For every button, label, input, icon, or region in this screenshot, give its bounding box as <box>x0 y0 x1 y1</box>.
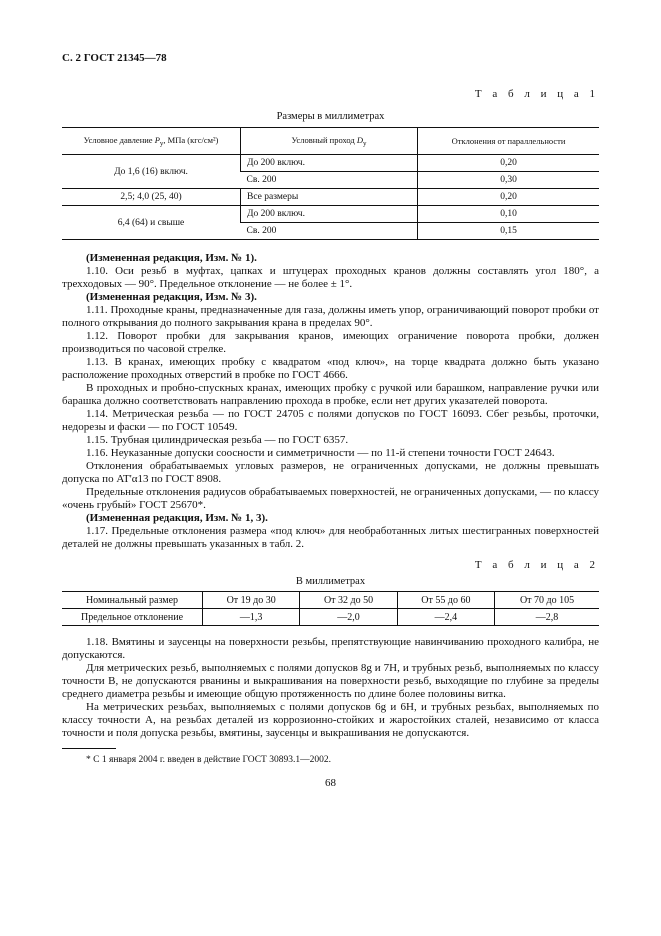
paragraph: Предельные отклонения радиусов обрабатываемых поверхностей, не ограниченных допусками, — по классу «очень грубый» ГОСТ 25670*. <box>62 486 599 511</box>
table-row: Св. 200 0,15 <box>62 223 599 240</box>
table-row: 2,5; 4,0 (25, 40) Все размеры 0,20 <box>62 189 599 206</box>
table1-header-deviation: Отклонения от параллельности <box>418 128 600 155</box>
paragraph: 1.15. Трубная цилиндрическая резьба — по ГОСТ 6357. <box>86 434 349 446</box>
document-page <box>62 52 599 789</box>
table1 <box>62 127 599 240</box>
table-row: 6,4 (64) и свыше До 200 включ. 0,10 <box>62 206 599 223</box>
paragraph: 1.11. Проходные краны, предназначенные для газа, должны иметь упор, ограничивающий поворот пробки от полного открывания до полного закрывания крана в пределах 90°. <box>62 304 599 329</box>
paragraph: Для метрических резьб, выполняемых с полями допусков 8g и 7H, и трубных резьб, выполняемых по классу точности B, не допускаются рванины и выкрашивания на поверхности резьб, выходящие по глубине за пределы среднего диаметра резьбы и имеющие общую протяженность по длине более половины витка. <box>62 662 599 700</box>
body-text <box>62 252 599 551</box>
page-header: С. 2 ГОСТ 21345—78 <box>62 52 167 64</box>
body-text-2 <box>62 636 599 740</box>
footnote: * С 1 января 2004 г. введен в действие ГОСТ 30893.1—2002. <box>86 755 331 765</box>
paragraph: На метрических резьбах, выполняемых с полями допусков 6g и 6H, и трубных резьбах, выполняемых по классу точности A, на резьбах деталей из коррозионно-стойких и жаростойких сталей, независимо от класса точности и поля допуска резьбы, вмятины, заусенцы и выкрашивания не допускаются. <box>62 701 599 739</box>
paragraph: (Измененная редакция, Изм. № 1). <box>86 252 257 264</box>
table1-units: Размеры в миллиметрах <box>276 111 385 122</box>
paragraph: 1.12. Поворот пробки для закрывания кранов, имеющих ограничение поворота пробки, должен производиться по часовой стрелке. <box>62 330 599 355</box>
table2-caption: Т а б л и ц а 2 <box>474 559 599 571</box>
table-row: Св. 200 0,30 <box>62 172 599 189</box>
paragraph: 1.10. Оси резьб в муфтах, цапках и штуцерах проходных кранов должны составлять угол 180°, а трехходовых — 90°. Предельное отклонение — не более ± 1°. <box>62 265 599 290</box>
paragraph: Отклонения обрабатываемых угловых размеров, не ограниченных допусками, не должны превышать допуска по AT'α13 по ГОСТ 8908. <box>62 460 599 485</box>
paragraph: 1.13. В кранах, имеющих пробку с квадратом «под ключ», на торце квадрата должно быть указано расположение проходных отверстий в пробке по ГОСТ 4666. <box>62 356 599 381</box>
page-number: 68 <box>325 777 336 789</box>
paragraph: В проходных и пробно-спускных кранах, имеющих пробку с ручкой или барашком, направление ручки или барашка должно соответствовать направлению прохода в пробке, если нет других указателей поворота. <box>62 382 599 407</box>
table-row: Номинальный размер От 19 до 30 От 32 до 50 От 55 до 60 От 70 до 105 <box>62 592 599 609</box>
table1-header-diameter: Условный проход $D_у$ <box>241 128 418 155</box>
table-row: До 1,6 (16) включ. До 200 включ. 0,20 <box>62 155 599 172</box>
table-row: Предельное отклонение —1,3 —2,0 —2,4 —2,8 <box>62 609 599 626</box>
table2 <box>62 591 599 626</box>
table1-caption: Т а б л и ц а 1 <box>474 88 599 100</box>
paragraph: (Измененная редакция, Изм. № 3). <box>86 291 257 303</box>
footnote-divider <box>62 748 116 749</box>
paragraph: 1.18. Вмятины и заусенцы на поверхности резьбы, препятствующие навинчиванию проходного калибра, не допускаются. <box>62 636 599 661</box>
paragraph: 1.16. Неуказанные допуски соосности и симметричности — по 11-й степени точности ГОСТ 24643. <box>86 447 555 459</box>
paragraph: 1.14. Метрическая резьба — по ГОСТ 24705 с полями допусков по ГОСТ 16093. Сбег резьбы, проточки, недорезы и фаски — по ГОСТ 10549. <box>62 408 599 433</box>
table2-units: В миллиметрах <box>295 576 366 587</box>
table1-header-pressure: Условное давление $P_у$, МПа (кгс/см²) <box>62 128 241 155</box>
paragraph: (Измененная редакция, Изм. № 1, 3). <box>86 512 268 524</box>
paragraph: 1.17. Предельные отклонения размера «под ключ» для необработанных литых шестигранных поверхностей деталей не должны превышать указанных в табл. 2. <box>62 525 599 550</box>
